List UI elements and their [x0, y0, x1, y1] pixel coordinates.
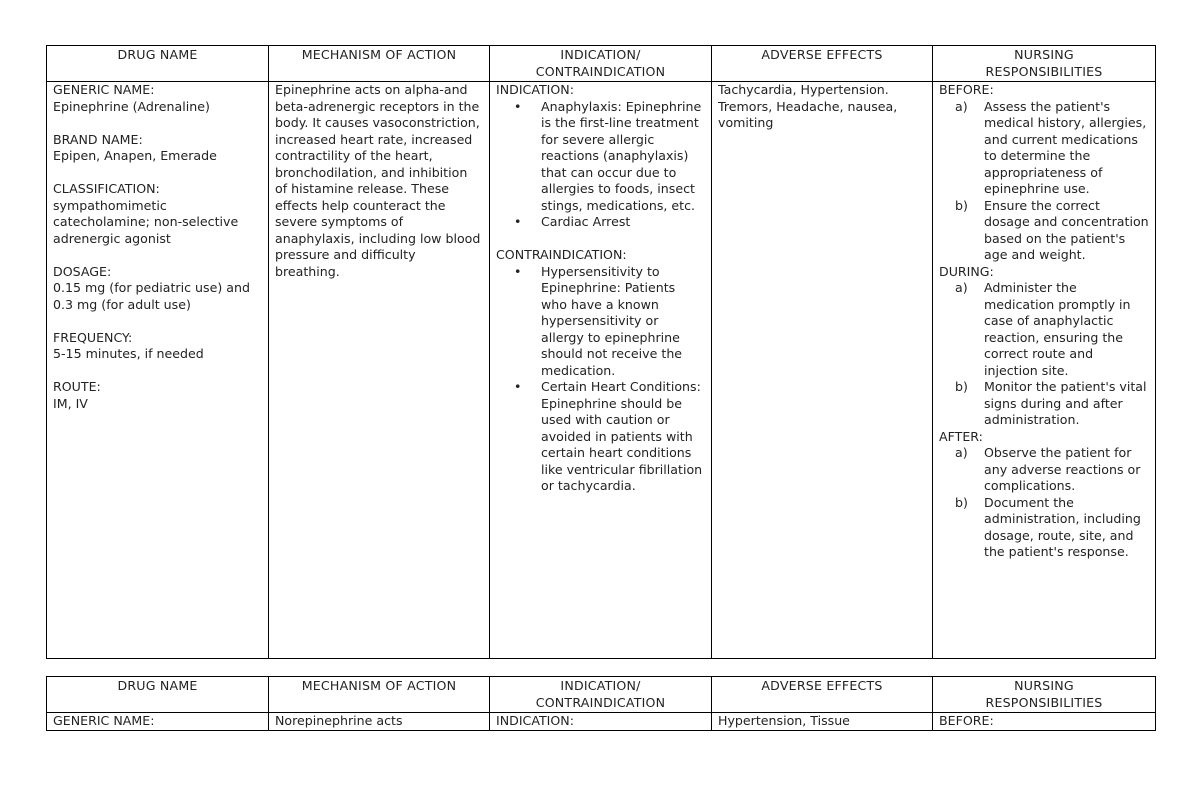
- item-marker: b): [955, 379, 968, 394]
- header-indication-contraindication: [490, 46, 712, 82]
- generic-name-value: Epinephrine (Adrenaline): [53, 98, 210, 114]
- nursing-item: [955, 379, 1149, 429]
- item-marker: a): [955, 280, 968, 295]
- item-text: Monitor the patient's vital signs during and after administration.: [984, 379, 1147, 427]
- route-value: IM, IV: [53, 395, 88, 411]
- frequency-label: FREQUENCY:: [53, 329, 133, 345]
- drug-name-cell: GENERIC NAME:: [47, 713, 269, 731]
- route-label: ROUTE:: [53, 379, 101, 394]
- drug-name-cell: [47, 82, 269, 659]
- nursing-item: [955, 445, 1149, 495]
- contraindication-label: CONTRAINDICATION:: [496, 247, 627, 262]
- item-marker: b): [955, 494, 968, 510]
- dosage-value: 0.15 mg (for pediatric use) and 0.3 mg (for adult use): [53, 280, 250, 312]
- contraindication-list: [496, 264, 705, 495]
- indication-list: [496, 99, 705, 231]
- header-adverse-effects: ADVERSE EFFECTS: [712, 46, 933, 82]
- classification-label: CLASSIFICATION:: [53, 181, 160, 196]
- item-text: Observe the patient for any adverse reactions or complications.: [984, 445, 1141, 493]
- indication-cell: INDICATION:: [490, 713, 712, 731]
- header-nursing-responsibilities: [933, 677, 1156, 713]
- brand-name-label: BRAND NAME:: [53, 131, 143, 147]
- header-mechanism-of-action: MECHANISM OF ACTION: [269, 677, 490, 713]
- header-nursing-responsibilities: [933, 46, 1156, 82]
- before-label: BEFORE:: [939, 82, 994, 97]
- header-row: [47, 677, 1156, 713]
- item-text: Assess the patient's medical history, allergies, and current medications to determine the appropriateness of epinephrine use.: [984, 98, 1147, 196]
- indication-item: • Anaphylaxis: Epinephrine is the first-line treatment for severe allergic reactions (anaphylaxis) that can occur due to allergies to foods, insect stings, medications, etc.: [541, 99, 705, 215]
- nursing-item: [955, 98, 1149, 198]
- mechanism-cell: Norepinephrine acts: [269, 713, 490, 731]
- adverse-effects-cell: Hypertension, Tissue: [712, 713, 933, 731]
- after-list: [939, 445, 1149, 561]
- item-text: Ensure the correct dosage and concentration based on the patient's age and weight.: [984, 197, 1149, 262]
- drug-row: [47, 713, 1156, 731]
- header-indication-text: INDICATION/ CONTRAINDICATION: [535, 678, 666, 710]
- header-indication-text: INDICATION/ CONTRAINDICATION: [535, 47, 666, 79]
- generic-name-block: [53, 82, 262, 115]
- adverse-effects-cell: [712, 82, 933, 659]
- item-marker: a): [955, 445, 968, 460]
- generic-name-label: GENERIC NAME:: [53, 82, 155, 97]
- adverse-effects-text: Tachycardia, Hypertension. Tremors, Headache, nausea, vomiting: [718, 82, 898, 130]
- nursing-cell: BEFORE:: [933, 713, 1156, 731]
- route-block: [53, 379, 262, 412]
- drug-card-table-epinephrine: [46, 45, 1156, 659]
- indication-cell: [490, 82, 712, 659]
- header-mechanism-of-action: MECHANISM OF ACTION: [269, 46, 490, 82]
- item-marker: b): [955, 197, 968, 213]
- nursing-item: [955, 494, 1149, 561]
- nursing-cell: [933, 82, 1156, 659]
- header-row: [47, 46, 1156, 82]
- after-label: AFTER:: [939, 428, 983, 444]
- contraindication-item: • Certain Heart Conditions: Epinephrine should be used with caution or avoided in patients with certain heart conditions like ventricular fibrillation or tachycardia.: [541, 379, 705, 495]
- header-adverse-effects: ADVERSE EFFECTS: [712, 677, 933, 713]
- contraindication-item: • Hypersensitivity to Epinephrine: Patients who have a known hypersensitivity or allergy to epinephrine should not receive the medication.: [541, 264, 705, 380]
- item-text: Document the administration, including dosage, route, site, and the patient's response.: [984, 494, 1141, 559]
- drug-card-table-norepinephrine: [46, 676, 1156, 731]
- nursing-item: [955, 197, 1149, 264]
- dosage-label: DOSAGE:: [53, 263, 112, 279]
- mechanism-text: Epinephrine acts on alpha-and beta-adrenergic receptors in the body. It causes vasoconstriction, increased heart rate, increased contractility of the heart, bronchodilation, and inhibition of histamine release. These effects help counteract the severe symptoms of anaphylaxis, including low blood pressure and difficulty breathing.: [275, 82, 481, 279]
- during-label: DURING:: [939, 263, 994, 279]
- header-nursing-text: NURSING RESPONSIBILITIES: [985, 47, 1103, 79]
- classification-block: [53, 181, 262, 247]
- header-drug-name: DRUG NAME: [47, 677, 269, 713]
- during-list: [939, 280, 1149, 429]
- indication-label: INDICATION:: [496, 82, 574, 97]
- frequency-value: 5-15 minutes, if needed: [53, 346, 204, 361]
- drug-row: [47, 82, 1156, 659]
- classification-value: sympathomimetic catecholamine; non-selective adrenergic agonist: [53, 197, 239, 246]
- header-drug-name: DRUG NAME: [47, 46, 269, 82]
- nursing-item: [955, 280, 1149, 379]
- item-text: Administer the medication promptly in case of anaphylactic reaction, ensuring the correct route and injection site.: [984, 280, 1131, 378]
- brand-name-block: [53, 132, 262, 165]
- brand-name-value: Epipen, Anapen, Emerade: [53, 148, 217, 163]
- indication-item: • Cardiac Arrest: [541, 214, 705, 231]
- item-marker: a): [955, 98, 968, 114]
- before-list: [939, 99, 1149, 264]
- header-nursing-text: NURSING RESPONSIBILITIES: [985, 678, 1103, 710]
- dosage-block: [53, 264, 262, 314]
- mechanism-cell: [269, 82, 490, 659]
- header-indication-contraindication: [490, 677, 712, 713]
- frequency-block: [53, 330, 262, 363]
